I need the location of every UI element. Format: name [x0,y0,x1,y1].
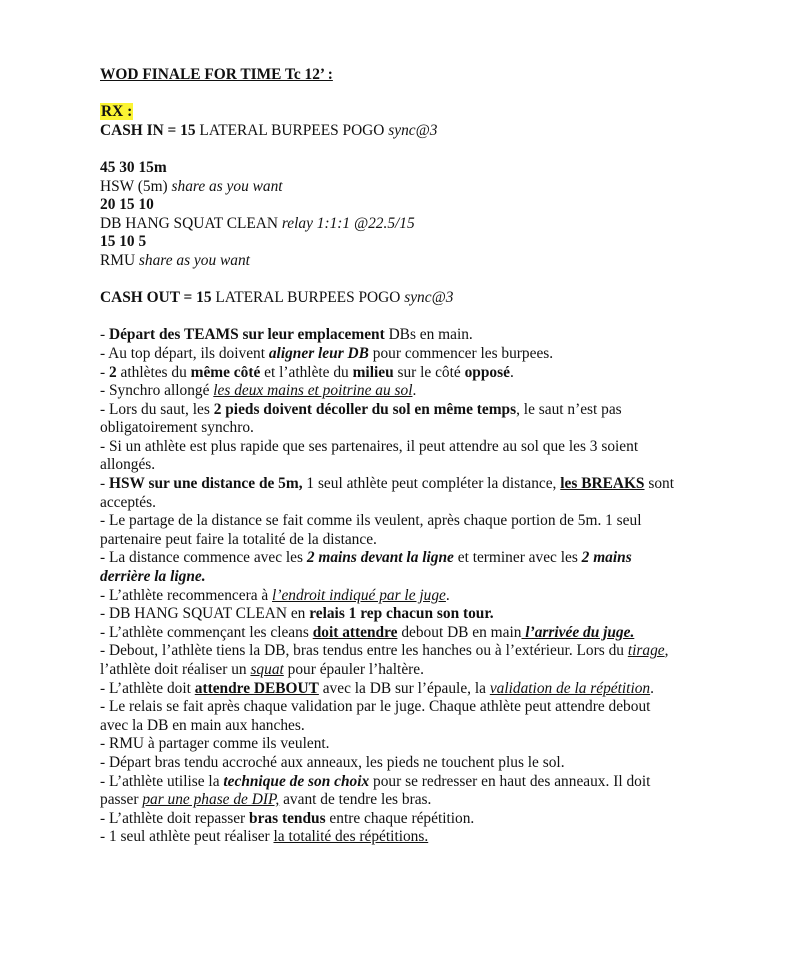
rule-text: sont [644,475,675,493]
rule-bold-italic-underline: l’arrivée du juge. [521,623,635,641]
wod-title: WOD FINALE FOR TIME Tc 12’ : [100,66,333,83]
hsw-reps: 45 30 15m [100,158,167,176]
rule-text: - La distance commence avec les [100,549,307,567]
rule-text: - L’athlète commençant les cleans [100,623,313,641]
rule-line [100,419,780,438]
rule-bold-italic: 2 mains [581,549,632,567]
rule-line [100,494,780,513]
rule-text: athlètes du [116,363,191,381]
rule-text: acceptés. [100,493,156,511]
rule-text: obligatoirement synchro. [100,419,254,437]
rule-text: avec la DB en main aux hanches. [100,716,305,734]
rule-bold: même côté [190,363,261,381]
rule-text: pour commencer les burpees. [368,344,554,362]
rule-line [100,717,780,736]
rule-italic-underline: l’endroit indiqué par le juge [272,586,446,604]
rx-line [100,103,780,122]
rule-text: allongés. [100,456,156,474]
rule-italic-underline: les deux mains et poitrine au sol [213,382,413,400]
rule-text: - Le relais se fait après chaque validation par le juge. Chaque athlète peut attendre debout [100,698,651,716]
rule-line [100,345,780,364]
rule-line [100,456,780,475]
spacer [100,140,780,159]
hsw-reps-line [100,159,780,178]
rule-italic-underline: validation de la répétition [489,679,651,697]
rule-text: et terminer avec les [453,549,582,567]
rule-text: passer [100,791,143,809]
rule-text: - Si un athlète est plus rapide que ses partenaires, il peut attendre au sol que les 3 soient [100,437,639,455]
rule-text: . [412,382,417,400]
rule-line [100,810,780,829]
rule-bold: bras tendus [249,809,326,827]
rule-text: - [100,475,109,493]
cash-out-label: CASH OUT = 15 [100,289,212,307]
rule-bold-italic: 2 mains devant la ligne [306,549,454,567]
rule-text: - 1 seul athlète peut réaliser [100,828,274,846]
rule-italic-underline: tirage [627,642,665,660]
rule-line [100,754,780,773]
rule-italic-underline: squat [250,661,284,678]
db-note: relay 1:1:1 @22.5/15 [281,214,415,232]
rule-text: . [509,363,514,381]
rule-text: - RMU à partager comme ils veulent. [100,735,330,753]
rule-text: . [445,586,450,604]
rule-line [100,680,780,699]
rule-bold: 2 pieds doivent décoller du sol en même temps [213,400,517,418]
rule-text: debout DB en main [397,623,522,641]
rule-line [100,364,780,383]
document-page [100,66,780,847]
rule-bold-underline: les BREAKS [560,475,645,493]
rule-bold: HSW sur une distance de 5m, [108,475,303,493]
rmu-reps-line [100,233,780,252]
rule-line [100,698,780,717]
rule-bold: 2 [108,363,117,381]
rmu-movement: RMU [100,251,139,269]
rule-text: pour se redresser en haut des anneaux. Il doit [369,772,651,790]
rule-underline: la totalité des répétitions. [273,828,429,846]
rule-text: pour épauler l’haltère. [283,661,424,678]
rule-text: et l’athlète du [260,363,353,381]
db-reps-line [100,196,780,215]
rule-bold-italic: derrière la ligne. [100,568,206,586]
rule-bold: milieu [352,363,394,381]
rule-text: sur le côté [393,363,465,381]
rule-line [100,568,780,587]
rule-text: - [100,326,109,344]
rule-line [100,531,780,550]
rule-bold: relais 1 rep chacun son tour. [309,605,494,623]
spacer [100,271,780,290]
spacer [100,85,780,104]
rule-text: . [650,679,654,697]
cash-in-line [100,122,780,141]
rule-line [100,438,780,457]
rule-line [100,661,780,680]
rule-line [100,475,780,494]
rule-bold-underline: attendre DEBOUT [194,679,319,697]
rmu-reps: 15 10 5 [100,233,147,251]
spacer [100,308,780,327]
rule-bold: opposé [464,363,510,381]
rule-text: - DB HANG SQUAT CLEAN en [100,605,310,623]
rule-text: , le saut n’est pas [516,400,622,418]
rule-bold-underline: doit attendre [312,623,398,641]
rmu-line [100,252,780,271]
rule-line [100,791,780,810]
wod-title-line [100,66,780,85]
cash-in-label: CASH IN = 15 [100,121,196,139]
rule-text: - L’athlète doit [100,679,195,697]
rule-text: DBs en main. [384,326,473,344]
rule-text: - Synchro allongé [100,382,214,400]
rule-bold-italic: technique de son choix [223,772,370,790]
db-line [100,215,780,234]
db-movement: DB HANG SQUAT CLEAN [100,214,282,232]
rule-text: - Debout, l’athlète tiens la DB, bras tendus entre les hanches ou à l’extérieur. Lors du [100,642,628,660]
rule-text: entre chaque répétition. [325,809,475,827]
rule-bold-italic: aligner leur DB [268,344,369,362]
rule-text: - L’athlète recommencera à [100,586,273,604]
cash-out-line [100,289,780,308]
rule-text: - Lors du saut, les [100,400,214,418]
hsw-line [100,178,780,197]
rule-text: - L’athlète doit repasser [100,809,250,827]
rule-text: avec la DB sur l’épaule, la [318,679,490,697]
rule-line [100,773,780,792]
rmu-note: share as you want [138,251,250,269]
rule-italic-underline: par une phase de DIP, [142,791,280,809]
rule-line [100,642,780,661]
rule-line [100,549,780,568]
cash-in-movement: LATERAL BURPEES POGO [195,121,389,139]
rule-line [100,828,780,847]
rule-line [100,587,780,606]
cash-in-note: sync@3 [388,121,438,139]
hsw-note: share as you want [171,177,283,195]
rule-line [100,382,780,401]
hsw-movement: HSW (5m) [100,177,172,195]
rule-line [100,401,780,420]
rule-text: avant de tendre les bras. [279,791,432,809]
rule-text: , [664,642,669,660]
rule-text: - [100,363,109,381]
rule-text: partenaire peut faire la totalité de la distance. [100,530,377,548]
rule-line [100,624,780,643]
rule-text: l’athlète doit réaliser un [100,661,251,678]
rule-line [100,326,780,345]
rule-line [100,512,780,531]
cash-out-note: sync@3 [404,289,454,307]
rule-text: - Au top départ, ils doivent [100,344,269,362]
db-reps: 20 15 10 [100,196,154,214]
rx-highlight-label: RX : [101,103,133,121]
rule-text: - L’athlète utilise la [100,772,224,790]
rule-text: 1 seul athlète peut compléter la distance, [302,475,561,493]
rule-line [100,735,780,754]
cash-out-movement: LATERAL BURPEES POGO [211,289,405,307]
rule-text: - Départ bras tendu accroché aux anneaux, les pieds ne touchent plus le sol. [100,753,565,771]
rule-line [100,605,780,624]
rule-text: - Le partage de la distance se fait comme ils veulent, après chaque portion de 5m. 1 seul [100,512,642,530]
rule-bold: Départ des TEAMS sur leur emplacement [108,326,385,344]
